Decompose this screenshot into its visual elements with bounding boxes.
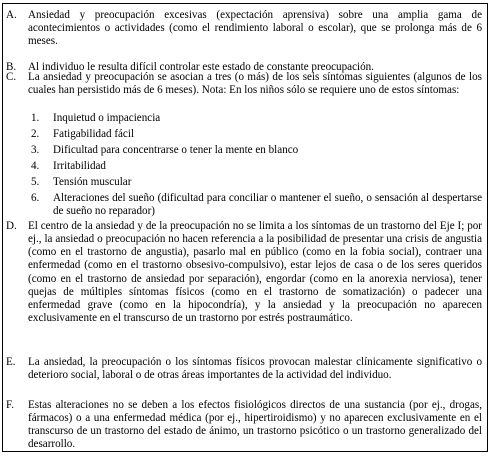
symptom-text: Inquietud o impaciencia (53, 112, 161, 124)
criterion-a (6, 9, 482, 48)
criterion-letter: E. (6, 356, 16, 368)
symptom-item (6, 176, 482, 189)
symptom-number: 5. (31, 176, 40, 188)
symptom-text: Tensión muscular (53, 176, 132, 188)
criterion-text: Ansiedad y preocupación excesivas (expectación aprensiva) sobre una amplia gama de acontecimientos o actividades (como el rendimiento laboral o escolar), que se prolonga más de 6 meses. (28, 9, 482, 48)
criterion-text: El centro de la ansiedad y de la preocupación no se limita a los síntomas de un trastorno del Eje I; por ej., la ansiedad o preocupación no hacen referencia a la posibilidad de presentar una crisis de angustia (como en el trastorno de angustia), pasarlo mal en público (como en la fobia social), contraer una enfermedad (como en el trastorno obsesivo-compulsivo), estar lejos de casa o de los seres queridos (como en el trastorno de ansiedad por separación), engordar (como en la anorexia nerviosa), tener quejas de múltiples síntomas físicos (como en el trastorno de somatización) o padecer una enfermedad grave (como en la hipocondría), y la ansiedad y la preocupación no aparecen exclusivamente en el transcurso de un trastorno por estrés postraumático. (28, 220, 482, 325)
symptom-number: 4. (31, 160, 40, 172)
symptom-item (6, 128, 482, 141)
criterion-text: La ansiedad y preocupación se asocian a tres (o más) de los seis síntomas siguientes (algunos de los cuales han persistido más de 6 meses). Nota: En los niños sólo se requiere uno de estos síntomas: (28, 71, 482, 97)
symptom-item (6, 192, 482, 218)
criterion-d (6, 220, 482, 325)
symptom-item (6, 144, 482, 157)
criterion-c (6, 71, 482, 97)
symptom-item (6, 112, 482, 125)
criterion-letter: F. (6, 399, 15, 411)
criteria-box (2, 3, 488, 452)
symptom-text: Fatigabilidad fácil (53, 128, 135, 140)
symptom-text: Irritabilidad (53, 160, 106, 172)
symptom-number: 6. (31, 192, 40, 204)
criterion-f (6, 399, 482, 452)
symptom-number: 1. (31, 112, 40, 124)
criterion-text: Al individuo le resulta difícil controlar este estado de constante preocupación. (28, 61, 374, 73)
symptom-number: 2. (31, 128, 40, 140)
symptom-text: Alteraciones del sueño (dificultad para conciliar o mantener el sueño, o sensación al despertarse de sueño no reparador) (53, 192, 482, 218)
symptom-item (6, 160, 482, 173)
criterion-letter: C. (6, 71, 17, 83)
criterion-letter: D. (6, 220, 17, 232)
criterion-e (6, 356, 482, 382)
criterion-letter: A. (6, 9, 17, 21)
symptom-number: 3. (31, 144, 40, 156)
criterion-letter: B. (6, 61, 17, 73)
criterion-text: Estas alteraciones no se deben a los efectos fisiológicos directos de una sustancia (por ej., drogas, fármacos) o a una enfermedad médica (por ej., hipertiroidismo) y no aparecen exclusivamente en el transcurso de un trastorno del estado de ánimo, un trastorno psicótico o un trastorno generalizado del desarrollo. (28, 399, 482, 451)
symptom-text: Dificultad para concentrarse o tener la mente en blanco (53, 144, 299, 156)
criterion-text: La ansiedad, la preocupación o los síntomas físicos provocan malestar clínicamente significativo o deterioro social, laboral o de otras áreas importantes de la actividad del individuo. (28, 356, 482, 382)
